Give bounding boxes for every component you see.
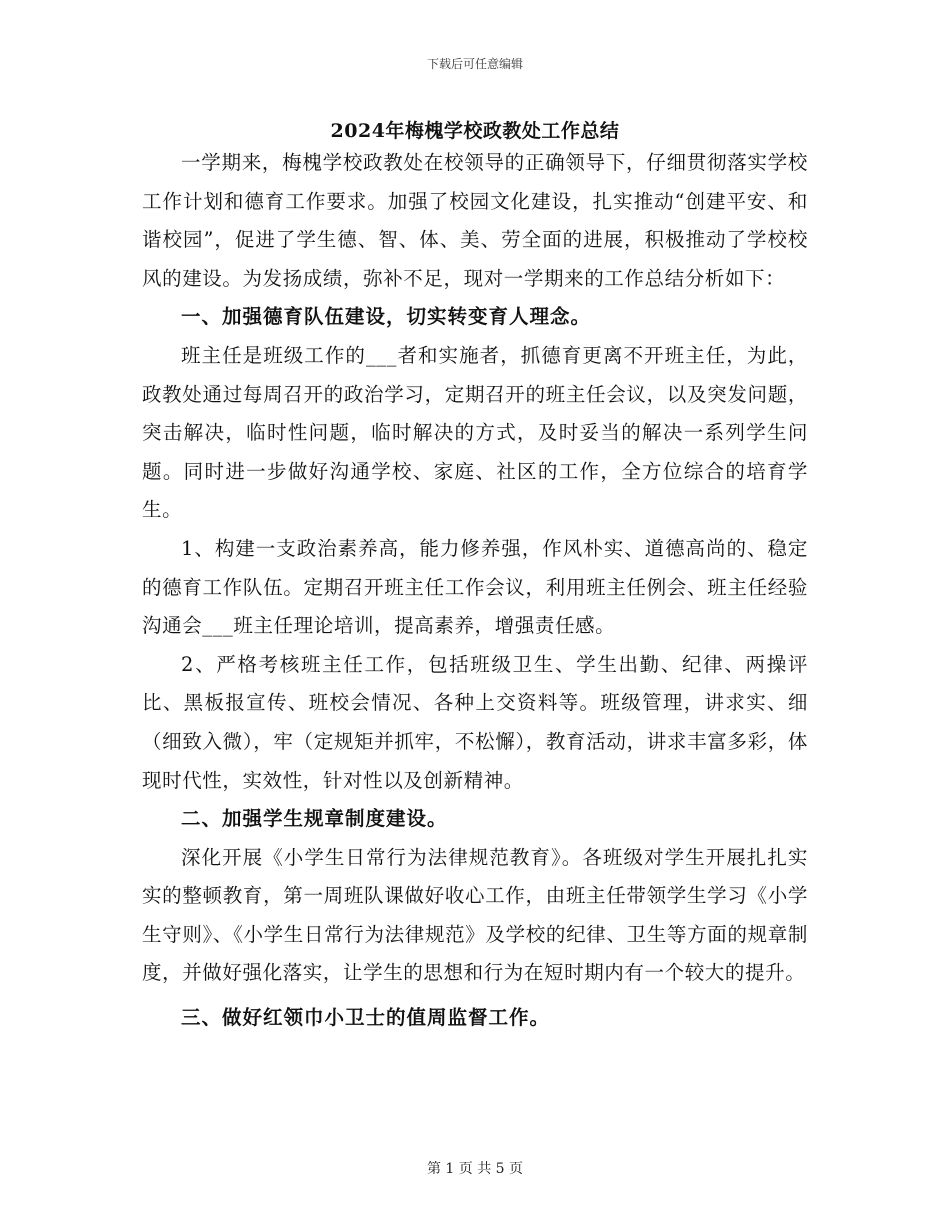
body-paragraph: 1、构建一支政治素养高，能力修养强，作风朴实、道德高尚的、稳定的德育工作队伍。定期召开班主任工作会议，利用班主任例会、班主任经验沟通会___班主任理论培训，提高素养，增强责任感。 bbox=[142, 536, 808, 638]
body-paragraph: 班主任是班级工作的___者和实施者，抓德育更离不开班主任，为此，政教处通过每周召开的政治学习，定期召开的班主任会议，以及突发问题，突击解决，临时性问题，临时解决的方式，及时妥当的解决一系列学生问题。同时进一步做好沟通学校、家庭、社区的工作，全方位综合的培育学生。 bbox=[142, 343, 808, 522]
document-body bbox=[142, 144, 808, 1038]
section-heading-1: 一、加强德育队伍建设，切实转变育人理念。 bbox=[181, 305, 592, 329]
body-paragraph: 2、严格考核班主任工作，包括班级卫生、学生出勤、纪律、两操评比、黑板报宣传、班校会情况、各种上交资料等。班级管理，讲求实、细（细致入微），牢（定规矩并抓牢，不松懈），教育活动，讲求丰富多彩，体现时代性，实效性，针对性以及创新精神。 bbox=[142, 652, 808, 792]
page-number: 第 1 页 共 5 页 bbox=[426, 1161, 524, 1177]
section-heading-3: 三、做好红领巾小卫士的值周监督工作。 bbox=[181, 1006, 551, 1030]
document-title: 2024年梅槐学校政教处工作总结 bbox=[330, 120, 620, 142]
header-note: 下载后可任意编辑 bbox=[426, 57, 523, 71]
body-paragraph: 深化开展《小学生日常行为法律规范教育》。各班级对学生开展扎扎实实的整顿教育，第一周班队课做好收心工作，由班主任带领学生学习《小学生守则》、《小学生日常行为法律规范》及学校的纪律、卫生等方面的规章制度，并做好强化落实，让学生的思想和行为在短时期内有一个较大的提升。 bbox=[142, 845, 808, 985]
intro-paragraph: 一学期来，梅槐学校政教处在校领导的正确领导下，仔细贯彻落实学校工作计划和德育工作要求。加强了校园文化建设，扎实推动“创建平安、和谐校园”，促进了学生德、智、体、美、劳全面的进展，积极推动了学校校风的建设。为发扬成绩，弥补不足，现对一学期来的工作总结分析如下： bbox=[142, 151, 808, 290]
section-heading-2: 二、加强学生规章制度建设。 bbox=[181, 807, 448, 831]
